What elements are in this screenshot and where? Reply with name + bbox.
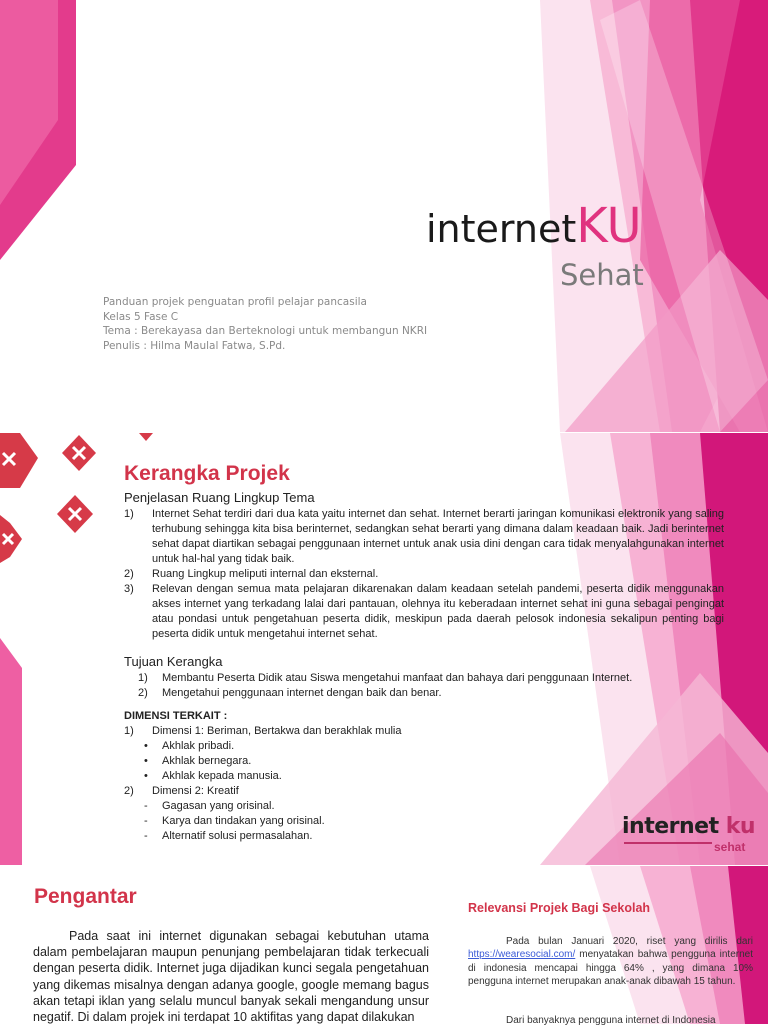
list-item: • Akhlak pribadi. <box>144 740 235 752</box>
list-item: 2) Mengetahui penggunaan internet dengan baik dan benar. <box>138 687 442 699</box>
meta-line: Kelas 5 Fase C <box>103 310 179 323</box>
meta-line: Panduan projek penguatan profil pelajar pancasila <box>103 296 367 308</box>
cover-subtitle: Sehat <box>560 258 644 292</box>
tujuan-title: Tujuan Kerangka <box>124 654 223 669</box>
relevansi-paragraph-2: Dari banyaknya pengguna internet di Indonesia <box>506 1015 716 1026</box>
list-item: 1) Membantu Peserta Didik atau Siswa mengetahui manfaat dan bahaya dari penggunaan Internet. <box>138 672 633 684</box>
dimensi-list <box>124 784 724 799</box>
pengantar-paragraph: Pada saat ini internet digunakan sebagai kebutuhan utama dalam pembelajaran maupun penunjang pembelajaran tidak terkecuali dengan peserta didik. Internet juga dijadikan kunci segala pengetahuan yang dikemas misalnya dengan adanya google, google memang bagus akan tetapi iklan yang selalu muncul banyak sekali mengandung unsur negatif. Di dalam projek ini terdapat 10 aktifitas yang dapat dilakukan <box>33 929 429 1025</box>
list-item: • Akhlak kepada manusia. <box>144 770 282 782</box>
close-icon <box>0 515 22 563</box>
kerangka-body <box>124 490 724 844</box>
ruang-lingkup-list <box>124 507 724 642</box>
list-item: 3) Relevan dengan semua mata pelajaran dikarenakan dalam keadaan setelah pandemi, peserta didik menggunakan akses internet yang terkadang lalai dari pantauan, olehnya itu keberadaan internet sehat ini guna sebagai pengingat atau pondasi untuk pengetahuan peserta didik, meskipun pada daerah pelosok indonesia sekalipun penting bagi peserta didik untuk mengetahui internet sehat. <box>124 583 724 640</box>
list-item: • Akhlak bernegara. <box>144 755 252 767</box>
cover-meta <box>103 295 427 353</box>
dimensi-title: DIMENSI TERKAIT : <box>124 710 228 722</box>
cover-title-accent: KU <box>576 198 642 254</box>
close-icon <box>57 495 93 533</box>
list-item: 2) Ruang Lingkup meliputi internal dan eksternal. <box>124 568 379 580</box>
meta-line: Tema : Berekayasa dan Berteknologi untuk membangun NKRI <box>103 325 428 337</box>
dimensi1-sublist <box>124 739 724 784</box>
relevansi-paragraph-1: Pada bulan Januari 2020, riset yang dirilis dari https://wearesocial.com/ menyatakan bahwa pengguna internet di indonesia mencapai hingga 64% , yang dimana 10% pengguna internet merupakan anak-anak dibawah 15 tahun. <box>468 936 753 988</box>
cover-decoration <box>0 0 768 432</box>
pengantar-title: Pengantar <box>34 885 137 908</box>
ruang-lingkup-title: Penjelasan Ruang Lingkup Tema <box>124 490 315 505</box>
relevansi-title: Relevansi Projek Bagi Sekolah <box>468 901 651 915</box>
dimensi-list <box>124 724 724 739</box>
cover-title: internetKU <box>426 198 642 254</box>
close-icon <box>0 433 38 488</box>
list-item: 2) Dimensi 2: Kreatif <box>124 785 239 797</box>
wearesocial-link[interactable]: https://wearesocial.com/ <box>468 949 576 961</box>
list-item: - Gagasan yang orisinal. <box>144 800 275 812</box>
close-icon <box>62 435 96 471</box>
list-item: 1) Internet Sehat terdiri dari dua kata yaitu internet dan sehat. Internet berarti jaringan komunikasi elektronik yang saling terhubung sehingga kita bisa berinternet, sedangkan sehat berarti yang dimana dalam keadaan baik. Jadi berinternet sehat dapat diartikan sebagai penggunaan internet untuk anak usia dini dengan cara tidak menyalahgunakan internet untuk hal-hal yang tidak baik. <box>124 508 724 565</box>
close-icon <box>139 433 153 441</box>
internetku-logo: internet ku sehat <box>622 814 756 854</box>
list-item: 1) Dimensi 1: Beriman, Bertakwa dan berakhlak mulia <box>124 725 402 737</box>
cover-slide <box>0 0 768 432</box>
tujuan-list <box>124 671 724 701</box>
list-item: - Karya dan tindakan yang orisinal. <box>144 815 325 827</box>
kerangka-title: Kerangka Projek <box>124 462 290 485</box>
kerangka-slide <box>0 433 768 865</box>
list-item: - Alternatif solusi permasalahan. <box>144 830 313 842</box>
meta-line: Penulis : Hilma Maulal Fatwa, S.Pd. <box>103 339 286 352</box>
